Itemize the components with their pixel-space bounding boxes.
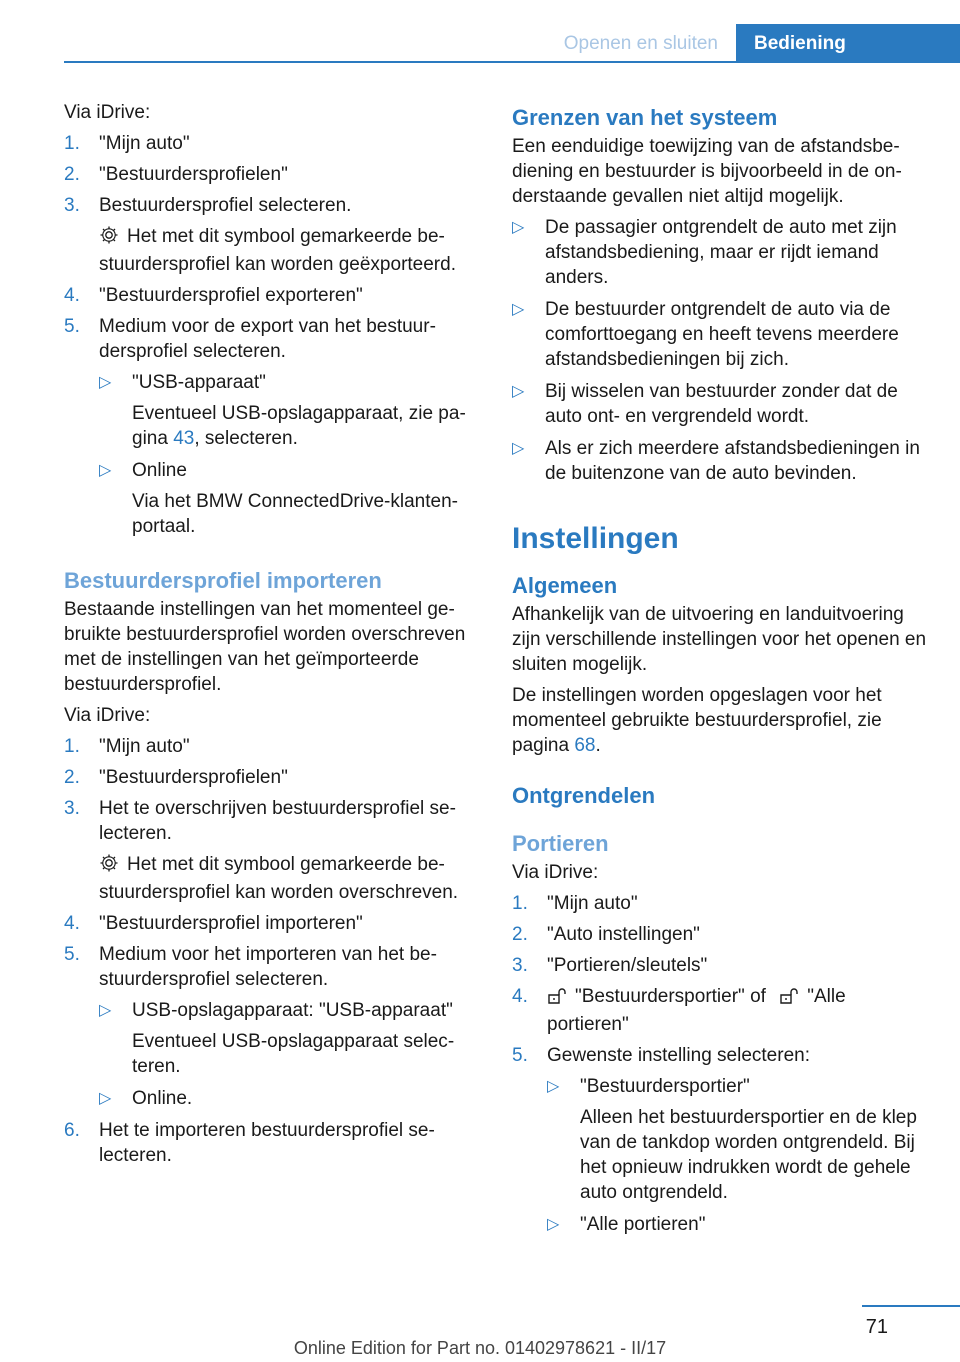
step-text: "Bestuurdersprofielen" (99, 164, 288, 185)
limits-list (512, 215, 928, 486)
triangle-right-icon: ▷ (547, 1216, 560, 1233)
option-title: "USB-apparaat" (132, 372, 266, 393)
step-number: 2. (64, 164, 80, 185)
triangle-right-icon: ▷ (99, 1002, 112, 1019)
list-item-text: De bestuurder ontgrendelt de auto via de comforttoegang en heeft tevens meerdere afstandsbedieningen bij zich. (545, 299, 899, 370)
header-rule (64, 61, 960, 63)
triangle-right-icon: ▷ (512, 383, 525, 400)
step-number: 4. (512, 986, 528, 1007)
step-text: "Mijn auto" (99, 736, 190, 757)
step-number: 4. (64, 285, 80, 306)
import-heading: Bestuurdersprofiel importeren (64, 568, 382, 593)
list-item (99, 458, 478, 539)
triangle-right-icon: ▷ (99, 374, 112, 391)
option-desc: Alleen het bestuurdersportier en de klep van de tankdop worden ontgrendeld. Bij het opnieuw indrukken wordt de gehele auto ontgrendeld. (580, 1107, 917, 1203)
step-text: "Mijn auto" (99, 133, 190, 154)
list-item (64, 162, 478, 187)
option-title: Online. (132, 1088, 193, 1109)
page-number: 71 (865, 1316, 888, 1338)
step-number: 1. (64, 736, 80, 757)
list-item (64, 1118, 478, 1168)
door-lock-icon (547, 987, 567, 1012)
profile-note (99, 224, 478, 277)
step-text: "Bestuurdersprofielen" (99, 767, 288, 788)
step-number: 1. (512, 893, 528, 914)
via-idrive-label: Via iDrive: (512, 862, 599, 883)
option-title: "Alle portieren" (580, 1214, 706, 1235)
list-item (64, 283, 478, 308)
paragraph-text: . (595, 735, 601, 756)
step-number: 3. (64, 195, 80, 216)
note-text: Het met dit symbool gemarkeerde bestuurdersprofiel kan worden geëxporteerd. (99, 226, 456, 275)
unlock-heading: Ontgrendelen (512, 783, 656, 808)
list-item (64, 131, 478, 156)
header-section-label: Openen en sluiten (563, 33, 718, 54)
import-options (99, 998, 478, 1111)
settings-heading: Instellingen (512, 522, 679, 555)
step-number: 3. (512, 955, 528, 976)
list-item-text: Bij wisselen van bestuurder zonder dat de auto ont- en vergrendeld wordt. (545, 381, 898, 427)
list-item (99, 998, 478, 1079)
list-item (512, 1043, 928, 1237)
triangle-right-icon: ▷ (512, 301, 525, 318)
option-desc: Via het BMW ConnectedDrive-klantenportaal. (132, 491, 458, 537)
triangle-right-icon: ▷ (99, 462, 112, 479)
step-number: 2. (64, 767, 80, 788)
via-idrive-label: Via iDrive: (64, 102, 151, 123)
note-text: Het met dit symbool gemarkeerde bestuurdersprofiel kan worden overschreven. (99, 854, 459, 903)
paragraph-text: De instellingen worden opgeslagen voor het momenteel gebruikte bestuurdersprofiel, zie pagina (512, 685, 882, 756)
list-item (64, 193, 478, 277)
door-options (547, 1074, 928, 1237)
gear-icon (99, 225, 119, 252)
step-text: Gewenste instelling selecteren: (547, 1045, 810, 1066)
import-steps (64, 734, 478, 1168)
step-number: 5. (64, 316, 80, 337)
general-text-2 (512, 683, 928, 758)
general-heading: Algemeen (512, 573, 618, 598)
step-text: Bestuurdersprofiel selecteren. (99, 195, 352, 216)
profile-note (99, 852, 478, 905)
list-item (547, 1074, 928, 1205)
step-text: "Auto instellingen" (547, 924, 700, 945)
door-steps (512, 891, 928, 1237)
doors-heading: Portieren (512, 831, 609, 856)
step-text: Het te overschrijven bestuurdersprofiel selecteren. (99, 798, 456, 844)
list-item (512, 922, 928, 947)
triangle-right-icon: ▷ (512, 440, 525, 457)
export-options (99, 370, 478, 539)
step-text: Medium voor het importeren van het bestuurdersprofiel selecteren. (99, 944, 437, 990)
list-item (64, 911, 478, 936)
step-text: "Alle portieren" (547, 986, 846, 1035)
list-item (512, 297, 928, 372)
limits-text: Een eenduidige toewijzing van de afstandsbediening en bestuurder is bijvoorbeeld in de onderstaande gevallen niet altijd mogelijk. (512, 136, 902, 207)
list-item (64, 765, 478, 790)
list-item (512, 891, 928, 916)
option-desc: Eventueel USB-opslagapparaat selecteren. (132, 1031, 455, 1077)
step-text: "Mijn auto" (547, 893, 638, 914)
option-title: USB-opslagapparaat: "USB-apparaat" (132, 1000, 453, 1021)
general-text: Afhankelijk van de uitvoering en landuitvoering zijn verschillende instellingen voor het openen en sluiten mogelijk. (512, 604, 927, 675)
export-steps (64, 131, 478, 539)
option-title: Online (132, 460, 187, 481)
list-item (512, 953, 928, 978)
step-text: Het te importeren bestuurdersprofiel selecteren. (99, 1120, 435, 1166)
footer-edition: Online Edition for Part no. 01402978621 - II/17 (293, 1338, 667, 1358)
step-text: "Bestuurdersprofiel importeren" (99, 913, 363, 934)
step-number: 1. (64, 133, 80, 154)
list-item (99, 370, 478, 451)
list-item (512, 984, 928, 1037)
page-link[interactable]: 68 (574, 735, 596, 756)
import-text: Bestaande instellingen van het momenteel gebruikte bestuurdersprofiel worden overschreven met de instellingen van het geïmporteerde bestuurdersprofiel. (64, 599, 466, 695)
step-number: 6. (64, 1120, 80, 1141)
step-number: 5. (512, 1045, 528, 1066)
step-text: Medium voor de export van het bestuurdersprofiel selecteren. (99, 316, 436, 362)
list-item (64, 314, 478, 539)
right-column (512, 100, 928, 1244)
step-number: 3. (64, 798, 80, 819)
list-item (512, 436, 928, 486)
triangle-right-icon: ▷ (547, 1078, 560, 1095)
list-item-text: Als er zich meerdere afstandsbedieningen in de buitenzone van de auto bevinden. (545, 438, 920, 484)
list-item (64, 734, 478, 759)
step-text: "Bestuurdersprofiel exporteren" (99, 285, 363, 306)
step-text: "Bestuurdersportier" of (575, 986, 766, 1007)
triangle-right-icon: ▷ (512, 219, 525, 236)
option-desc-text: , selecteren. (194, 428, 298, 449)
list-item (64, 796, 478, 905)
list-item (547, 1212, 928, 1237)
door-lock-icon (779, 987, 799, 1012)
header-chapter-tab: Bediening (736, 24, 960, 63)
list-item (512, 215, 928, 290)
step-number: 2. (512, 924, 528, 945)
gear-icon (99, 853, 119, 880)
footer-rule (862, 1305, 960, 1307)
option-desc (132, 401, 478, 451)
list-item (64, 942, 478, 1111)
step-number: 4. (64, 913, 80, 934)
step-text: "Portieren/sleutels" (547, 955, 708, 976)
step-number: 5. (64, 944, 80, 965)
limits-heading: Grenzen van het systeem (512, 105, 778, 130)
triangle-right-icon: ▷ (99, 1090, 112, 1107)
option-title: "Bestuurdersportier" (580, 1076, 750, 1097)
via-idrive-label: Via iDrive: (64, 705, 151, 726)
left-column (64, 100, 478, 1174)
list-item (99, 1086, 478, 1111)
page-link[interactable]: 43 (173, 428, 195, 449)
list-item-text: De passagier ontgrendelt de auto met zijn afstandsbediening, maar er rijdt iemand anders. (545, 217, 897, 288)
option-desc-text: Eventueel USB-opslagapparaat, zie pagina (132, 403, 466, 449)
list-item (512, 379, 928, 429)
